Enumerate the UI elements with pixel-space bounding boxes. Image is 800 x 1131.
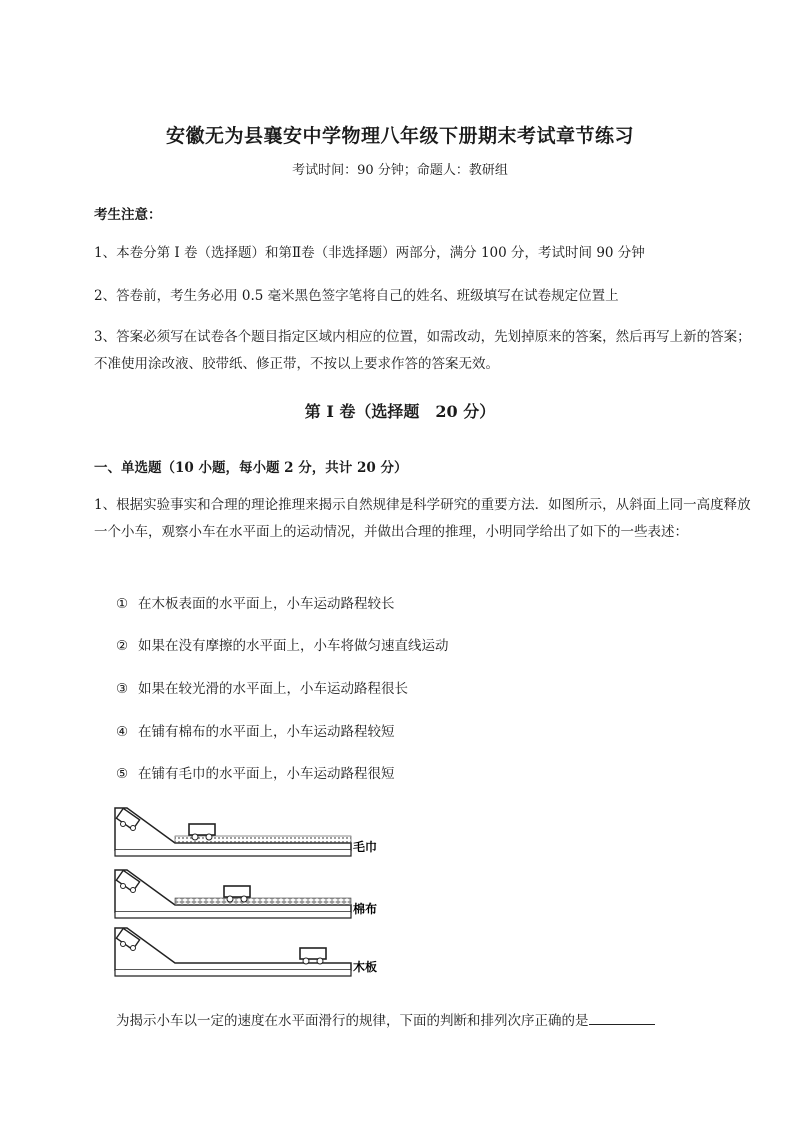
- option-2: [116, 634, 449, 654]
- option-1: [116, 592, 395, 612]
- inclined-plane-figure: [113, 800, 388, 980]
- option-5-text: 在铺有毛巾的水平面上，小车运动路程很短: [138, 766, 395, 782]
- notice-item-2: 2、答卷前，考生务必用 0.5 毫米黑色签字笔将自己的姓名、班级填写在试卷规定位置上: [94, 288, 619, 304]
- part-title: 一、单选题（10 小题，每小题 2 分，共计 20 分）: [94, 460, 408, 476]
- option-5-number: ⑤: [116, 766, 129, 782]
- notice-item-3: 3、答案必须写在试卷各个题目指定区域内相应的位置，如需改动，先划掉原来的答案，然后再写上新的答案；不准使用涂改液、胶带纸、修正带，不按以上要求作答的答案无效。: [94, 329, 751, 372]
- option-3: [116, 677, 408, 697]
- cotton-setup: [115, 870, 377, 918]
- car-wood-icon: [300, 948, 326, 964]
- option-1-number: ①: [116, 596, 129, 612]
- question-1-stem: 1、根据实验事实和合理的理论推理来揭示自然规律是科学研究的重要方法．如图所示，从斜面上同一高度释放一个小车，观察小车在水平面上的运动情况，并做出合理的推理，小明同学给出了如下的一些表述：: [94, 497, 751, 540]
- notice-item-1: 1、本卷分第 I 卷（选择题）和第Ⅱ卷（非选择题）两部分，满分 100 分，考试时间 90 分钟: [94, 245, 645, 261]
- option-4-text: 在铺有棉布的水平面上，小车运动路程较短: [138, 724, 395, 740]
- option-5: [116, 762, 395, 782]
- page-subtitle: 考试时间：90 分钟；命题人：教研组: [292, 163, 508, 178]
- towel-setup: [115, 808, 377, 856]
- wood-label: 木板: [353, 960, 378, 974]
- wood-setup: [115, 928, 377, 976]
- cotton-label: 棉布: [353, 902, 378, 916]
- question-1-tail: [116, 1009, 655, 1029]
- question-1-tail-text: 为揭示小车以一定的速度在水平面滑行的规律，下面的判断和排列次序正确的是: [116, 1013, 589, 1029]
- option-3-number: ③: [116, 681, 129, 697]
- notice-heading: 考生注意：: [94, 207, 162, 223]
- option-2-number: ②: [116, 638, 129, 654]
- option-1-text: 在木板表面的水平面上，小车运动路程较长: [138, 596, 395, 612]
- option-4: [116, 720, 395, 740]
- section-title: 第 I 卷（选择题 20 分）: [304, 402, 496, 421]
- option-2-text: 如果在没有摩擦的水平面上，小车将做匀速直线运动: [138, 638, 449, 654]
- answer-blank[interactable]: [589, 1010, 655, 1025]
- page-title: 安徽无为县襄安中学物理八年级下册期末考试章节练习: [165, 125, 634, 147]
- towel-label: 毛巾: [353, 840, 378, 854]
- option-3-text: 如果在较光滑的水平面上，小车运动路程很长: [138, 681, 408, 697]
- option-4-number: ④: [116, 724, 129, 740]
